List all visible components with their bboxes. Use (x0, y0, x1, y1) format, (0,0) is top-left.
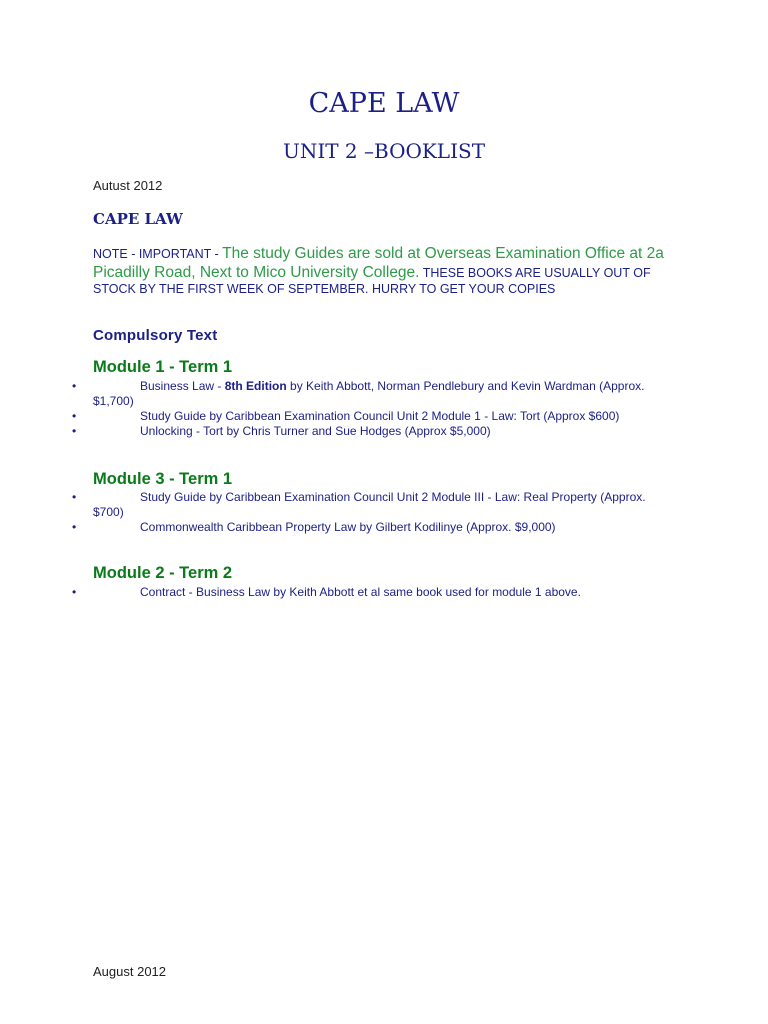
bullet-icon: • (72, 424, 77, 438)
list-item: • Contract - Business Law by Keith Abbott et al same book used for module 1 above. (72, 585, 581, 599)
date-top: Autust 2012 (93, 178, 163, 193)
note-prefix: NOTE - IMPORTANT - (93, 247, 223, 261)
list-item: • Business Law - 8th Edition by Keith Abbott, Norman Pendlebury and Kevin Wardman (Approx. $1,700) (72, 379, 645, 408)
bullet-icon: • (72, 379, 77, 393)
section-heading: CAPE LAW (93, 210, 183, 228)
book-list (0, 379, 768, 439)
note-highlight: The study Guides are sold at Overseas Examination Office at 2a Picadilly Road, Next to Mico University College. (93, 245, 664, 281)
module-heading: Module 2 - Term 2 (93, 564, 233, 582)
list-item: • Study Guide by Caribbean Examination Council Unit 2 Module III - Law: Real Property (Approx. $700) (72, 490, 646, 519)
page-subtitle: UNIT 2 –BOOKLIST (282, 139, 486, 163)
page-title: CAPE LAW (308, 88, 460, 119)
module-heading: Module 3 - Term 1 (93, 470, 233, 488)
bullet-icon: • (72, 520, 77, 534)
bullet-icon: • (72, 585, 77, 599)
compulsory-text-label: Compulsory Text (93, 327, 218, 344)
list-item: • Commonwealth Caribbean Property Law by Gilbert Kodilinye (Approx. $9,000) (72, 520, 556, 534)
bullet-icon: • (72, 490, 77, 504)
book-list (0, 490, 768, 535)
bullet-icon: • (72, 409, 77, 423)
list-item: • Study Guide by Caribbean Examination Council Unit 2 Module 1 - Law: Tort (Approx $600) (72, 409, 620, 423)
date-bottom: August 2012 (93, 964, 167, 979)
book-list (0, 585, 768, 600)
important-note (93, 244, 693, 297)
list-item: • Unlocking - Tort by Chris Turner and Sue Hodges (Approx $5,000) (72, 424, 491, 438)
note-caps: THESE BOOKS ARE USUALLY OUT OF STOCK BY THE FIRST WEEK OF SEPTEMBER. HURRY TO GET YOUR COPIES (93, 266, 651, 296)
module-heading: Module 1 - Term 1 (93, 358, 233, 376)
